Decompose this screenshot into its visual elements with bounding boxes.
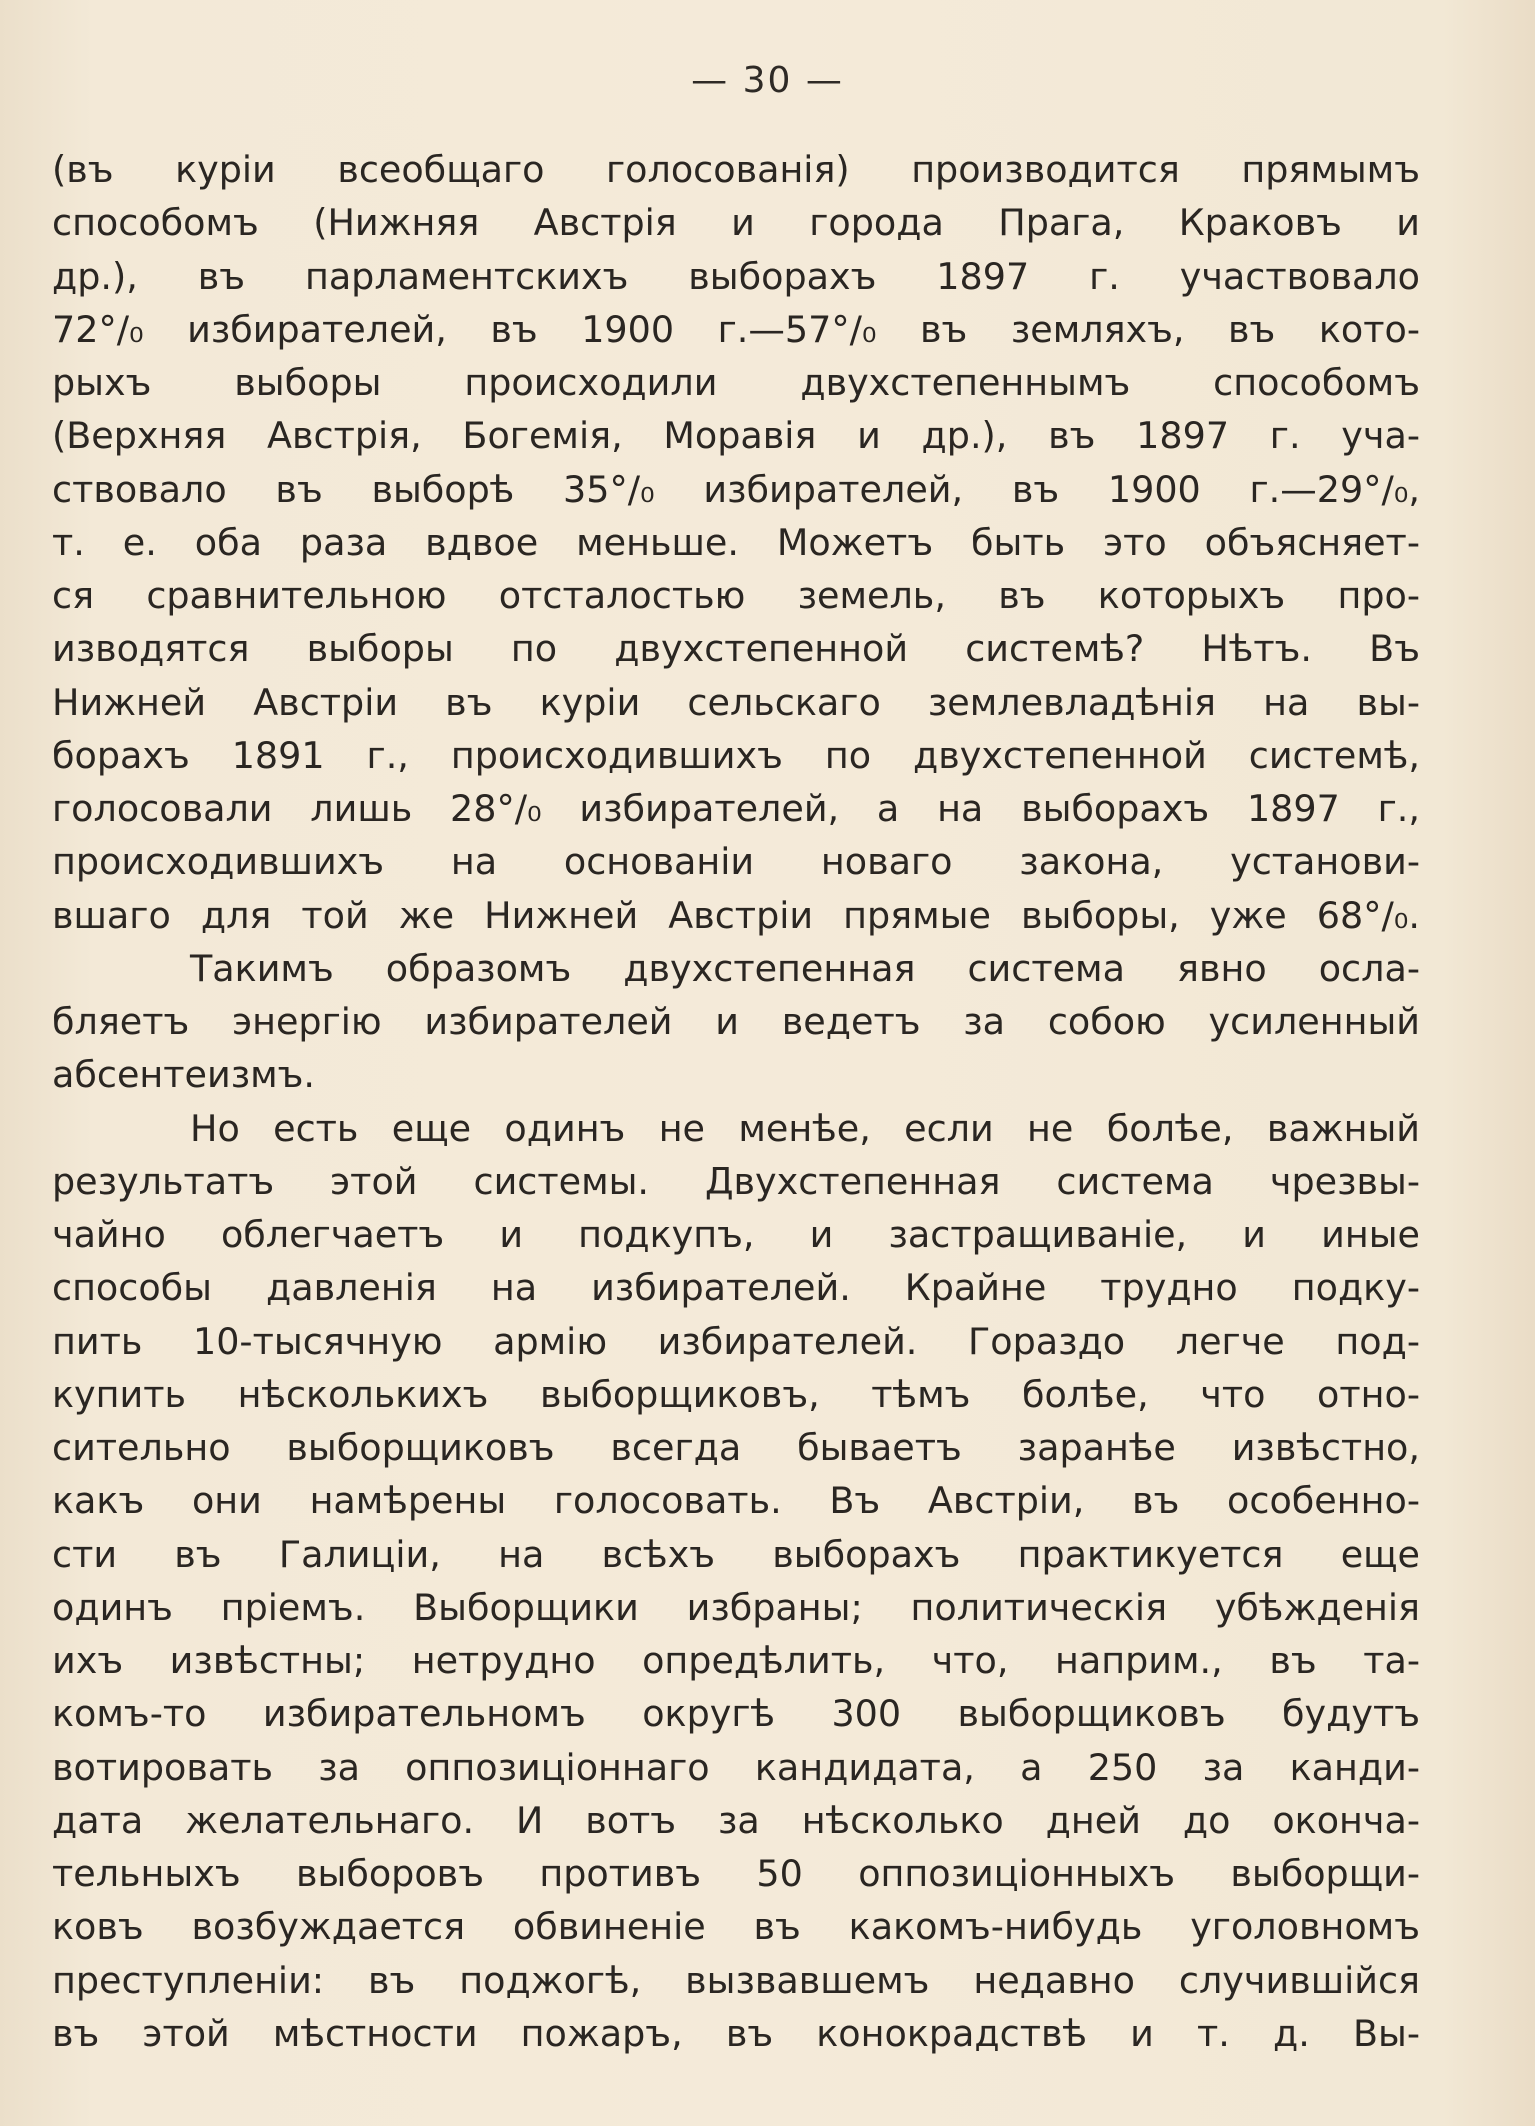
text-line: (Верхняя Австрія, Богемія, Моравія и др.), въ 1897 г. уча-: [52, 414, 1420, 458]
text-line: сительно выборщиковъ всегда бываетъ заранѣе извѣстно,: [52, 1426, 1420, 1469]
text-line: Нижней Австріи въ куріи сельскаго землевладѣнія на вы-: [52, 680, 1420, 724]
body-text: [52, 143, 1420, 2060]
text-line: способы давленія на избирателей. Крайне трудно подку-: [52, 1266, 1420, 1310]
paragraph-last-line: абсентеизмъ.: [52, 1053, 316, 1097]
text-line: бляетъ энергію избирателей и ведетъ за собою усиленный: [52, 1000, 1420, 1043]
text-line: ихъ извѣстны; нетрудно опредѣлить, что, наприм., въ та-: [52, 1639, 1420, 1682]
text-line: одинъ пріемъ. Выборщики избраны; политическія убѣжденія: [52, 1585, 1420, 1629]
text-line: ковъ возбуждается обвиненіе въ какомъ-нибудь уголовномъ: [52, 1905, 1420, 1949]
text-line: ствовало въ выборѣ 35°/₀ избирателей, въ 1900 г.—29°/₀,: [52, 467, 1420, 511]
text-line: 72°/₀ избирателей, въ 1900 г.—57°/₀ въ земляхъ, въ кото-: [52, 307, 1420, 351]
text-line: тельныхъ выборовъ противъ 50 оппозиціонныхъ выборщи-: [52, 1852, 1420, 1895]
text-line: голосовали лишь 28°/₀ избирателей, а на выборахъ 1897 г.,: [52, 787, 1420, 830]
text-line: комъ-то избирательномъ округѣ 300 выборщиковъ будутъ: [52, 1692, 1420, 1736]
text-line: способомъ (Нижняя Австрія и города Прага, Краковъ и: [52, 201, 1420, 245]
page-number: — 30 —: [691, 60, 844, 101]
text-line: дата желательнаго. И вотъ за нѣсколько дней до оконча-: [52, 1798, 1420, 1842]
text-line: рыхъ выборы происходили двухстепеннымъ способомъ: [52, 361, 1420, 404]
paragraph-first-line: Такимъ образомъ двухстепенная система явно осла-: [190, 946, 1420, 990]
text-line: происходившихъ на основаніи новаго закона, установи-: [52, 840, 1420, 884]
text-line: преступленіи: въ поджогѣ, вызвавшемъ недавно случившійся: [52, 1958, 1420, 2002]
text-line: въ этой мѣстности пожаръ, въ конокрадствѣ и т. д. Вы-: [52, 2011, 1420, 2055]
text-line: т. е. оба раза вдвое меньше. Можетъ быть это объясняет-: [52, 520, 1420, 564]
text-line: ся сравнительною отсталостью земель, въ которыхъ про-: [52, 574, 1420, 617]
text-line: чайно облегчаетъ и подкупъ, и застращиваніе, и иные: [52, 1213, 1420, 1256]
text-line: (въ куріи всеобщаго голосованія) производится прямымъ: [52, 148, 1420, 191]
text-line: купить нѣсколькихъ выборщиковъ, тѣмъ болѣе, что отно-: [52, 1372, 1420, 1416]
text-line: какъ они намѣрены голосовать. Въ Австріи, въ особенно-: [52, 1479, 1420, 1523]
paragraph-first-line: Но есть еще одинъ не менѣе, если не болѣе, важный: [190, 1106, 1420, 1150]
text-line: вшаго для той же Нижней Австріи прямые выборы, уже 68°/₀.: [52, 893, 1420, 937]
text-line: изводятся выборы по двухстепенной системѣ? Нѣтъ. Въ: [52, 627, 1420, 671]
text-line: др.), въ парламентскихъ выборахъ 1897 г. участвовало: [52, 254, 1420, 298]
text-line: вотировать за оппозиціоннаго кандидата, а 250 за канди-: [52, 1745, 1420, 1789]
text-line: борахъ 1891 г., происходившихъ по двухстепенной системѣ,: [52, 733, 1420, 777]
text-line: пить 10-тысячную армію избирателей. Гораздо легче под-: [52, 1319, 1420, 1363]
text-line: сти въ Галиціи, на всѣхъ выборахъ практикуется еще: [52, 1532, 1420, 1576]
text-line: результатъ этой системы. Двухстепенная система чрезвы-: [52, 1159, 1420, 1203]
